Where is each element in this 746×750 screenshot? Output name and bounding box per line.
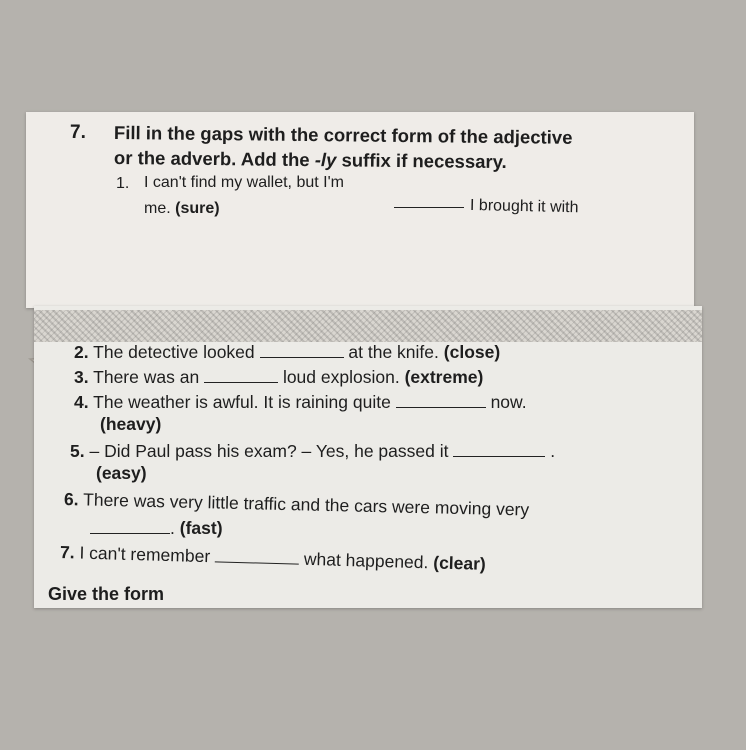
item-4-number: 4. bbox=[74, 392, 89, 412]
item-6-number: 6. bbox=[63, 489, 79, 510]
item-2-hint: (close) bbox=[443, 342, 501, 362]
item-6-gap[interactable] bbox=[90, 532, 170, 534]
item-3-text-after: loud explosion. bbox=[282, 367, 400, 387]
instruction-line-1: Fill in the gaps with the correct form of the adjective bbox=[113, 122, 573, 148]
item-4-text-before: The weather is awful. It is raining quite bbox=[93, 392, 391, 412]
item-3-hint: (extreme) bbox=[404, 367, 484, 387]
item-7-number: 7. bbox=[59, 542, 75, 563]
item-1-line-2 bbox=[144, 200, 220, 218]
instruction-line-2-end: suffix if necessary. bbox=[341, 149, 507, 173]
item-3-gap[interactable] bbox=[204, 381, 278, 383]
item-2-number: 2. bbox=[74, 342, 89, 362]
item-2-text-after: at the knife. bbox=[348, 342, 439, 362]
item-3-number: 3. bbox=[74, 367, 89, 387]
item-7-text-after: what happened. bbox=[303, 548, 429, 573]
item-7-hint: (clear) bbox=[433, 552, 487, 574]
item-6-hint: (fast) bbox=[179, 518, 223, 538]
item-1-text-before: I can't find my wallet, but I'm bbox=[144, 174, 344, 191]
item-7-gap[interactable] bbox=[215, 560, 299, 564]
item-3-text-before: There was an bbox=[93, 367, 200, 387]
item-2-line bbox=[74, 342, 500, 363]
item-3-line bbox=[74, 367, 483, 388]
item-5-text-before: – Did Paul pass his exam? – Yes, he passed it bbox=[89, 441, 449, 461]
item-5-gap[interactable] bbox=[453, 455, 545, 457]
item-1-number: 1. bbox=[116, 175, 130, 192]
instruction-line-2 bbox=[114, 147, 507, 173]
item-2-gap[interactable] bbox=[260, 356, 344, 358]
item-1-line-2-text: me. bbox=[144, 200, 171, 217]
next-section-heading-partial: Give the form bbox=[48, 584, 165, 604]
torn-edge-texture bbox=[34, 310, 702, 342]
item-6-line bbox=[64, 489, 530, 521]
worksheet-lower-sheet bbox=[34, 306, 702, 608]
item-1-gap[interactable] bbox=[394, 206, 464, 208]
item-7-text-before: I can't remember bbox=[79, 542, 211, 567]
item-7-line bbox=[60, 542, 486, 575]
item-5-line bbox=[70, 441, 555, 462]
item-2-text-before: The detective looked bbox=[93, 342, 255, 362]
item-1-hint: (sure) bbox=[175, 200, 220, 217]
item-5-number: 5. bbox=[70, 441, 85, 461]
exercise-number: 7. bbox=[70, 122, 86, 143]
item-6-text-after: . bbox=[170, 518, 175, 538]
item-4-text-after: now. bbox=[490, 392, 527, 412]
item-1-text-after: I brought it with bbox=[469, 197, 579, 217]
worksheet-upper-sheet bbox=[26, 112, 694, 308]
instruction-line-2-start: or the adverb. Add the bbox=[113, 147, 310, 171]
item-6-text-before: There was very little traffic and the cars were moving very bbox=[82, 489, 530, 520]
item-5-text-after: . bbox=[550, 441, 556, 461]
item-6-line-2 bbox=[90, 518, 223, 539]
suffix-ly: -ly bbox=[314, 149, 337, 171]
item-4-gap[interactable] bbox=[396, 406, 486, 408]
item-4-hint: (heavy) bbox=[100, 414, 162, 434]
item-5-hint: (easy) bbox=[96, 463, 147, 483]
item-4-line bbox=[74, 392, 527, 413]
